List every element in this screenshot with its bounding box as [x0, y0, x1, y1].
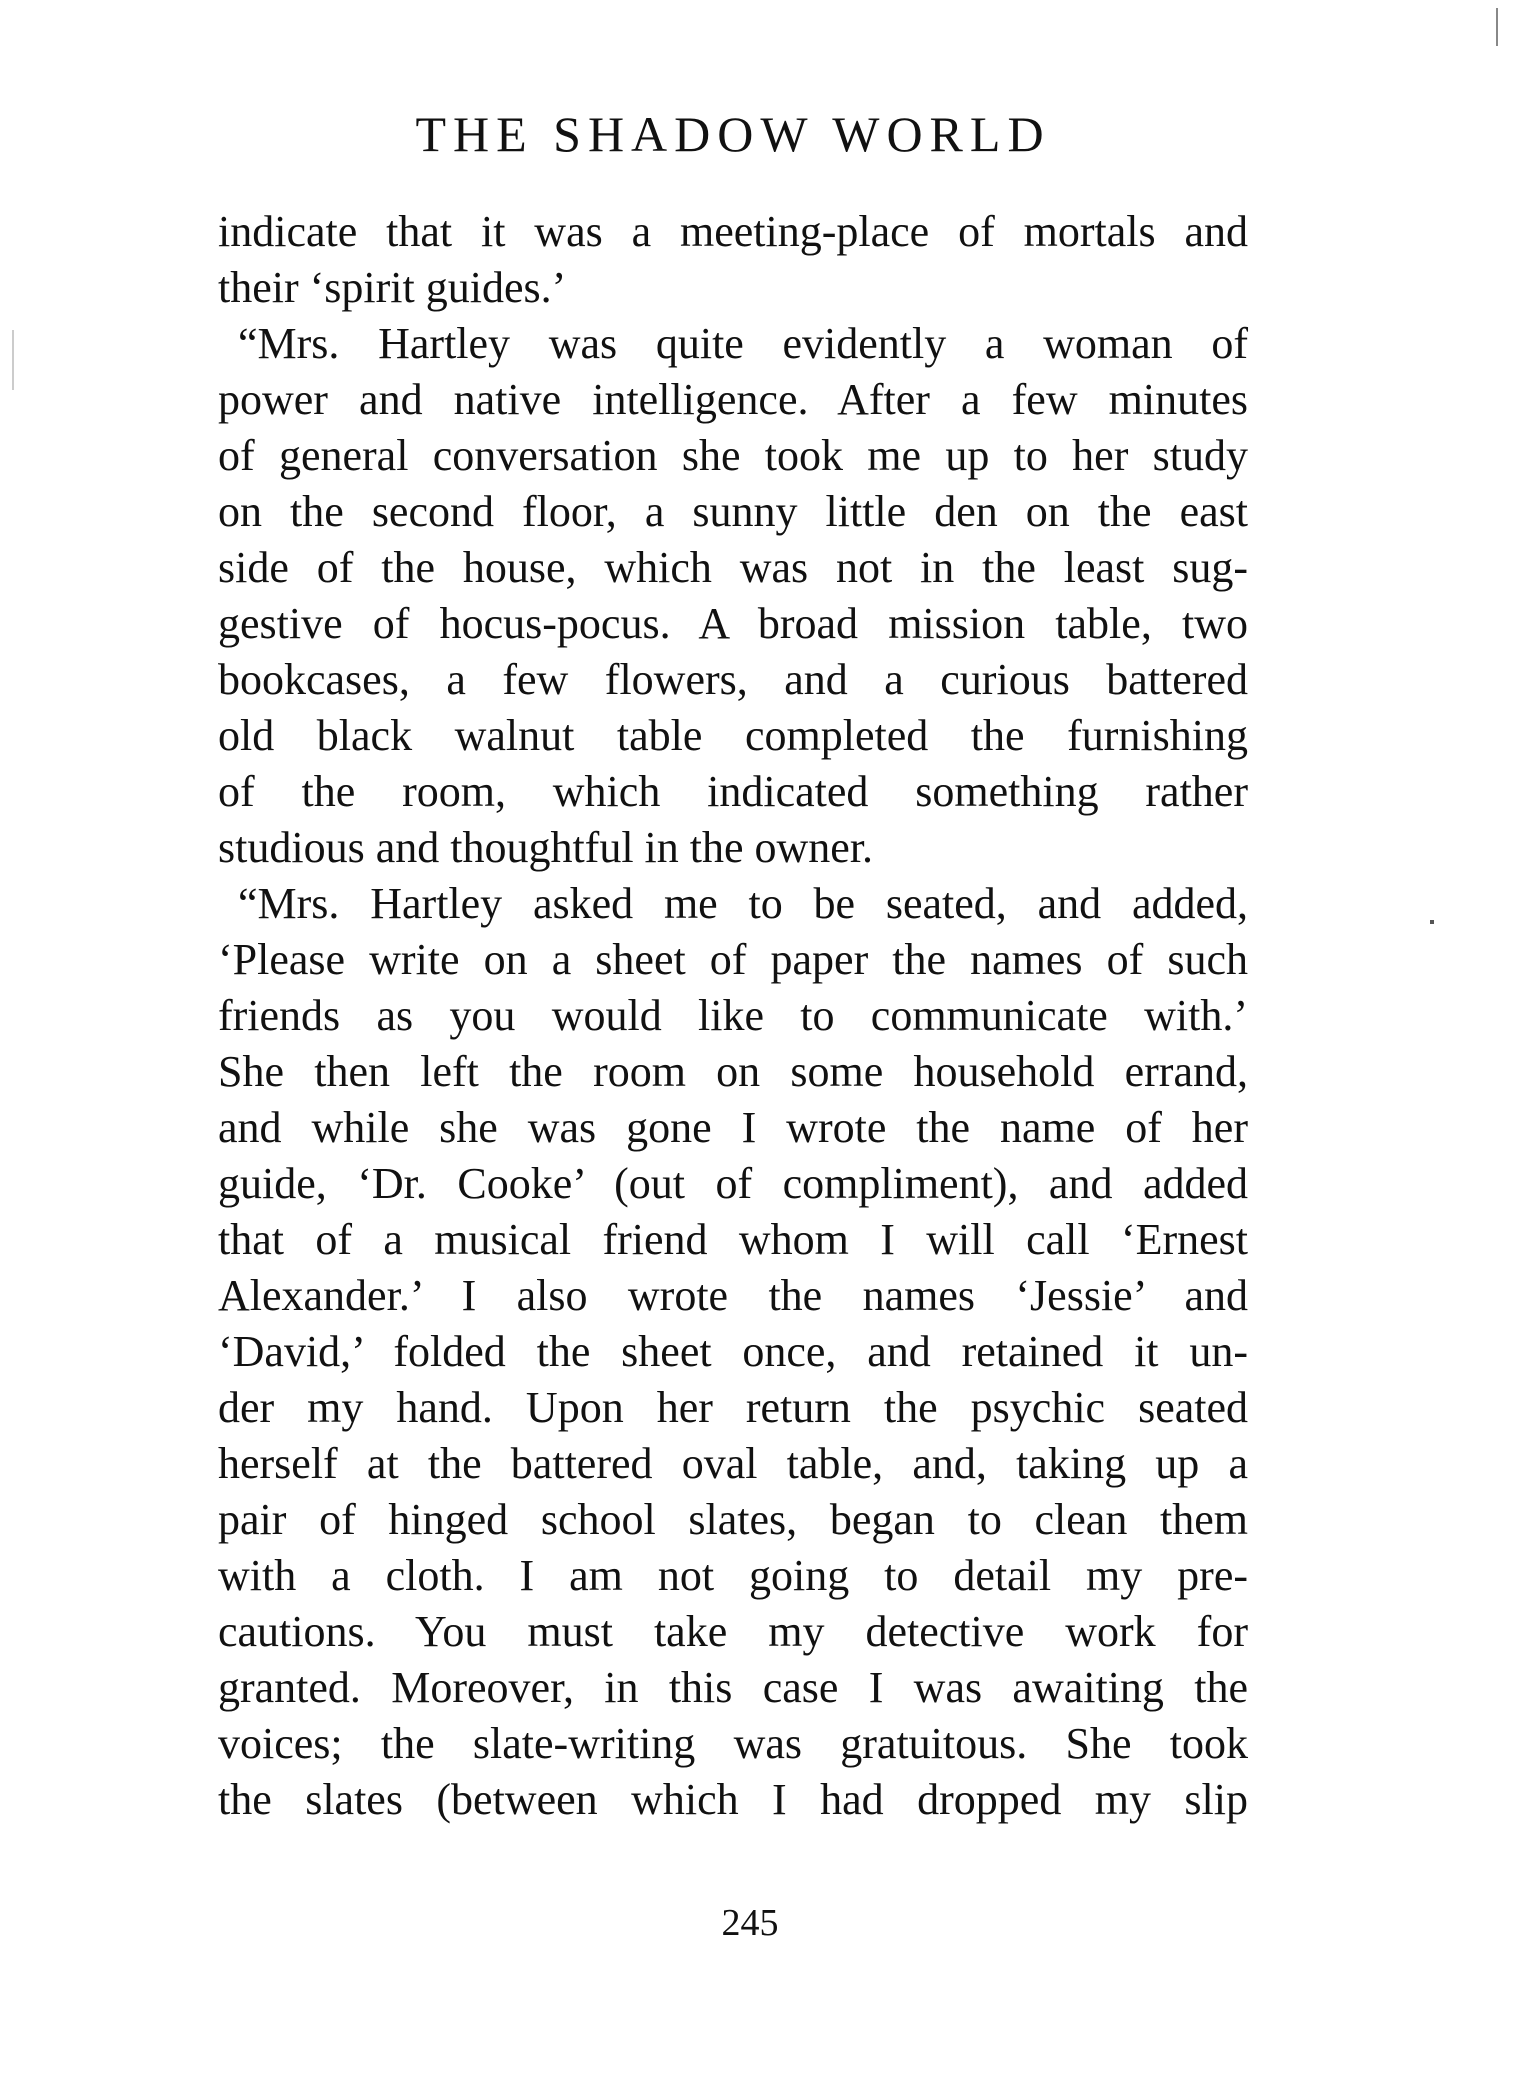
text-line: Alexander.’ I also wrote the names ‘Jessie’ and [218, 1271, 1248, 1320]
text-line: the slates (between which I had dropped my slip [218, 1775, 1248, 1824]
text-line: cautions. You must take my detective work for [218, 1607, 1248, 1656]
page-number: 245 [721, 1902, 779, 1944]
text-line: friends as you would like to communicate with.’ [218, 991, 1248, 1040]
text-line: ‘Please write on a sheet of paper the names of such [218, 935, 1248, 984]
text-line: of the room, which indicated something rather [218, 767, 1248, 816]
text-line: bookcases, a few flowers, and a curious battered [218, 655, 1248, 704]
text-line: guide, ‘Dr. Cooke’ (out of compliment), and added [218, 1159, 1248, 1208]
body-text [218, 204, 1248, 1828]
text-line: their ‘spirit guides.’ [218, 263, 567, 312]
text-line: old black walnut table completed the furnishing [218, 711, 1248, 760]
scan-edge-mark [1430, 920, 1434, 924]
text-line: granted. Moreover, in this case I was awaiting the [218, 1663, 1248, 1712]
text-line: and while she was gone I wrote the name of her [218, 1103, 1248, 1152]
text-line: power and native intelligence. After a few minutes [218, 375, 1248, 424]
scan-edge-mark [1496, 8, 1498, 46]
text-line: herself at the battered oval table, and, taking up a [218, 1439, 1248, 1488]
text-line: on the second floor, a sunny little den on the east [218, 487, 1248, 536]
text-line: of general conversation she took me up to her study [218, 431, 1248, 480]
text-line: voices; the slate-writing was gratuitous. She took [218, 1719, 1248, 1768]
text-line: indicate that it was a meeting-place of mortals and [218, 207, 1248, 256]
text-line: ‘David,’ folded the sheet once, and retained it un- [218, 1327, 1248, 1376]
scan-edge-mark [12, 330, 14, 390]
text-line: der my hand. Upon her return the psychic seated [218, 1383, 1248, 1432]
text-line: pair of hinged school slates, began to clean them [218, 1495, 1248, 1544]
text-line: studious and thoughtful in the owner. [218, 823, 874, 872]
text-line: with a cloth. I am not going to detail my pre- [218, 1551, 1248, 1600]
running-head: THE SHADOW WORLD [415, 106, 1051, 162]
text-line: side of the house, which was not in the least sug- [218, 543, 1248, 592]
text-line: gestive of hocus-pocus. A broad mission table, two [218, 599, 1248, 648]
text-line: She then left the room on some household errand, [218, 1047, 1248, 1096]
text-line: “Mrs. Hartley was quite evidently a woman of [238, 319, 1248, 368]
text-line: that of a musical friend whom I will call ‘Ernest [218, 1215, 1248, 1264]
text-line: “Mrs. Hartley asked me to be seated, and added, [238, 879, 1248, 928]
